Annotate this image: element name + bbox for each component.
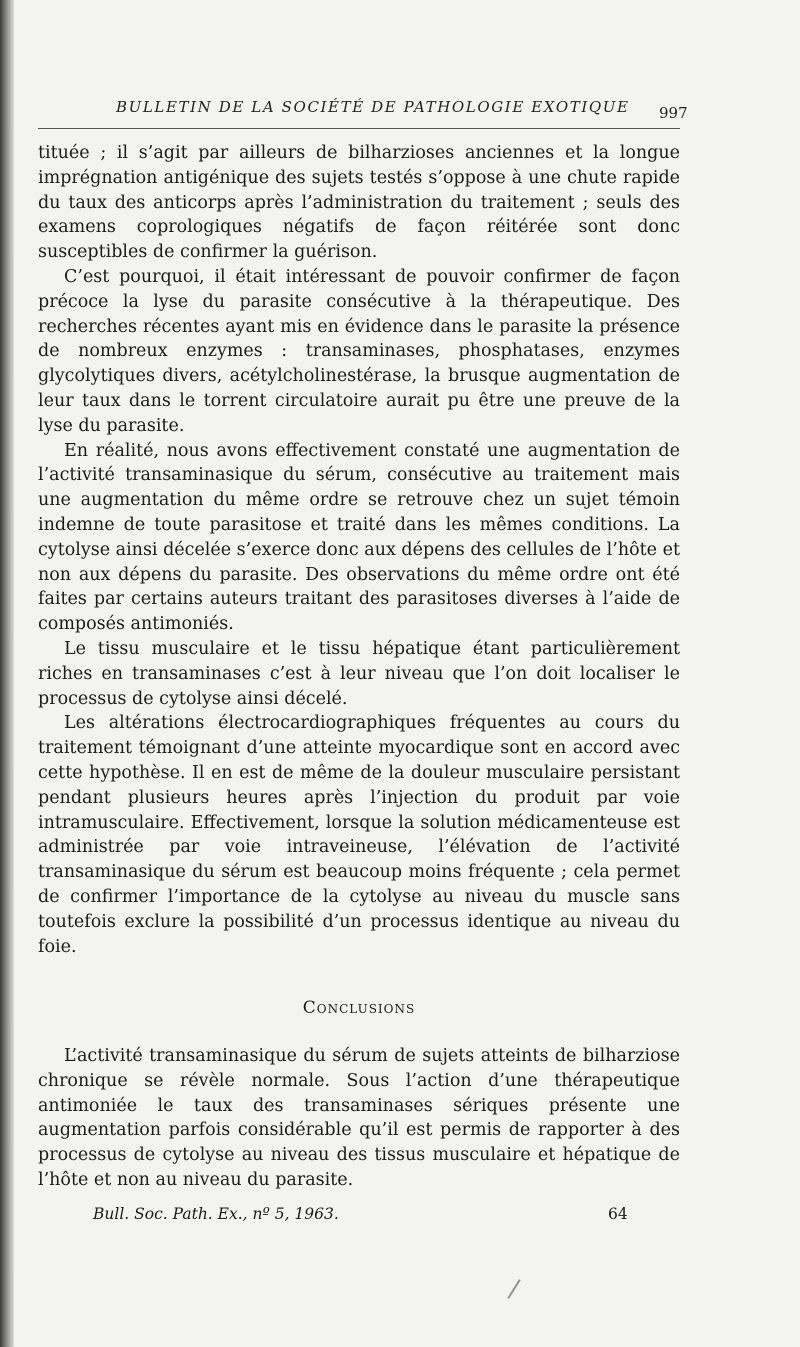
paragraph-continued: tituée ; il s’agit par ailleurs de bilharzioses anciennes et la longue imprégnation antigénique des sujets testés s’oppose à une chute rapide du taux des anticorps après l’administration du traitement ; seuls des examens coprologiques négatifs de façon réitérée sont donc susceptibles de confirmer la guérison. xyxy=(38,143,680,263)
paragraph: C’est pourquoi, il était intéressant de pouvoir confirmer de façon précoce la lyse du parasite consécutive à la thérapeutique. Des recherches récentes ayant mis en évidence dans le parasite la présence de nombreux enzymes : transaminases, phosphatases, enzymes glycolytiques divers, acétylcholinestérase, la brusque augmentation de leur taux dans le torrent circulatoire aurait pu être une preuve de la lyse du parasite. xyxy=(38,266,680,436)
footer-sheet-number: 64 xyxy=(608,1205,628,1223)
paragraph: Les altérations électrocardiographiques fréquentes au cours du traitement témoignant d’une atteinte myocardique sont en accord avec cette hypothèse. Il en est de même de la douleur musculaire persistant pendant plusieurs heures après l’injection du produit par voie intramusculaire. Effectivement, lorsque la solution médicamenteuse est administrée par voie intraveineuse, l’élévation de l’activité transaminasique du sérum est beaucoup moins fréquente ; cela permet de confirmer l’importance de la cytolyse au niveau du muscle sans toutefois exclure la possibilité d’un processus identique au niveau du foie. xyxy=(38,713,680,957)
pencil-mark xyxy=(507,1279,520,1299)
page-number: 997 xyxy=(659,104,688,122)
body-text xyxy=(38,141,680,959)
paragraph: Le tissu musculaire et le tissu hépatique étant particulièrement riches en transaminases c’est à leur niveau que l’on doit localiser le processus de cytolyse ainsi décelé. xyxy=(38,638,680,709)
header-rule xyxy=(38,128,680,129)
section-title-conclusions: Conclusions xyxy=(302,998,416,1018)
conclusions-paragraph: L’activité transaminasique du sérum de sujets atteints de bilharziose chronique se révèle normale. Sous l’action d’une thérapeutique antimoniée le taux des transaminases sériques présente une augmentation parfois considérable qu’il est permis de rapporter à des processus de cytolyse au niveau des tissus musculaire et hépatique de l’hôte et non au niveau du parasite. xyxy=(38,1046,680,1190)
paragraph: En réalité, nous avons effectivement constaté une augmentation de l’activité transaminasique du sérum, consécutive au traitement mais une augmentation du même ordre se retrouve chez un sujet témoin indemne de toute parasitose et traité dans les mêmes conditions. La cytolyse ainsi décelée s’exerce donc aux dépens des cellules de l’hôte et non aux dépens du parasite. Des observations du même ordre ont été faites par certains auteurs traitant des parasitoses diverses à l’aide de composés antimoniés. xyxy=(38,440,680,635)
running-head: BULLETIN DE LA SOCIÉTÉ DE PATHOLOGIE EXOTIQUE xyxy=(116,98,630,116)
journal-page xyxy=(38,0,688,1347)
page-spine-shadow xyxy=(0,0,14,1347)
footer-citation: Bull. Soc. Path. Ex., nº 5, 1963. xyxy=(93,1205,339,1223)
conclusions-section xyxy=(38,1044,680,1193)
